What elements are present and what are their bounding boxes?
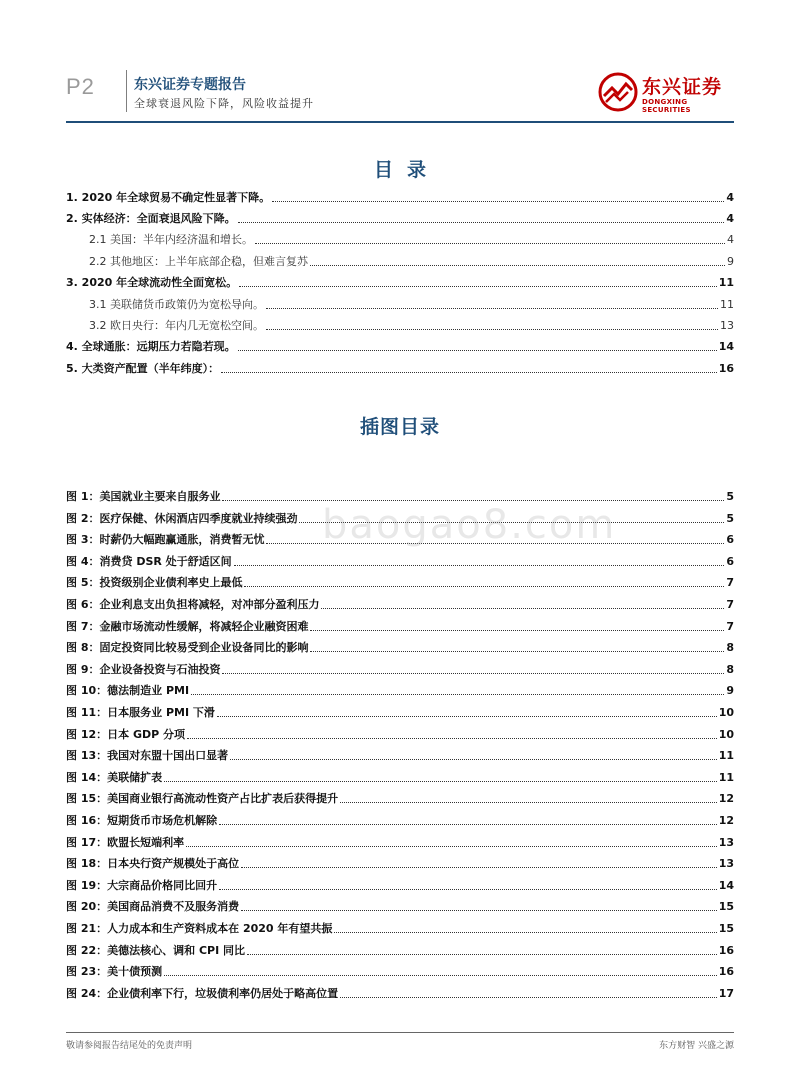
leader-dots bbox=[230, 758, 717, 760]
figure-entry-page: 7 bbox=[726, 598, 734, 611]
figure-entry-page: 10 bbox=[718, 706, 734, 719]
figure-entry-label: 图 4：消费贷 DSR 处于舒适区间 bbox=[66, 555, 232, 568]
dongxing-logo-icon bbox=[598, 72, 638, 112]
leader-dots bbox=[310, 629, 724, 631]
leader-dots bbox=[238, 221, 725, 223]
figure-entry[interactable] bbox=[66, 661, 734, 677]
figure-entry[interactable] bbox=[66, 855, 734, 871]
leader-dots bbox=[321, 607, 724, 609]
figure-entry-page: 15 bbox=[718, 922, 734, 935]
toc-entry-label: 1. 2020 年全球贸易不确定性显著下降。 bbox=[66, 191, 271, 204]
leader-dots bbox=[238, 349, 717, 351]
figure-entry-label: 图 14：美联储扩表 bbox=[66, 771, 163, 784]
figure-entry-label: 图 23：美十债预测 bbox=[66, 965, 163, 978]
figure-entry-page: 17 bbox=[718, 987, 734, 1000]
figure-entry-page: 12 bbox=[718, 814, 734, 827]
figure-entry[interactable] bbox=[66, 704, 734, 720]
leader-dots bbox=[340, 801, 717, 803]
figure-entry-label: 图 2：医疗保健、休闲酒店四季度就业持续强劲 bbox=[66, 512, 298, 525]
toc-entry[interactable] bbox=[66, 210, 734, 226]
figure-entry[interactable] bbox=[66, 898, 734, 914]
figure-entry-label: 图 24：企业债利率下行，垃圾债利率仍居处于略高位置 bbox=[66, 987, 339, 1000]
logo-text-en: DONGXING SECURITIES bbox=[642, 98, 691, 114]
toc-entry-page: 4 bbox=[726, 212, 734, 225]
leader-dots bbox=[217, 715, 717, 717]
toc-entry-page: 13 bbox=[720, 319, 734, 332]
leader-dots bbox=[244, 585, 724, 587]
figure-entry-page: 8 bbox=[726, 663, 734, 676]
figure-entry-label: 图 11：日本服务业 PMI 下滑 bbox=[66, 706, 215, 719]
figure-entry-page: 11 bbox=[718, 771, 734, 784]
figure-entry-page: 16 bbox=[718, 944, 734, 957]
toc-entry-label: 3.1 美联储货币政策仍为宽松导向。 bbox=[89, 298, 264, 311]
figure-entry-page: 14 bbox=[718, 879, 734, 892]
leader-dots bbox=[255, 242, 725, 244]
leader-dots bbox=[241, 866, 717, 868]
leader-dots bbox=[219, 823, 717, 825]
figure-entry[interactable] bbox=[66, 877, 734, 893]
figure-entry[interactable] bbox=[66, 920, 734, 936]
figure-entry-page: 13 bbox=[718, 836, 734, 849]
page-number: P2 bbox=[66, 74, 95, 99]
toc-entry[interactable] bbox=[66, 189, 734, 205]
figure-entry-page: 6 bbox=[726, 555, 734, 568]
figure-entry[interactable] bbox=[66, 834, 734, 850]
figure-entry-page: 15 bbox=[718, 900, 734, 913]
leader-dots bbox=[310, 264, 725, 266]
figure-entry-label: 图 16：短期货币市场危机解除 bbox=[66, 814, 218, 827]
figure-entry[interactable] bbox=[66, 639, 734, 655]
toc-entry-page: 11 bbox=[718, 276, 734, 289]
figure-entry-label: 图 6：企业利息支出负担将减轻，对冲部分盈利压力 bbox=[66, 598, 320, 611]
leader-dots bbox=[266, 328, 718, 330]
toc-entry-page: 9 bbox=[727, 255, 734, 268]
toc-entry-label: 2. 实体经济：全面衰退风险下降。 bbox=[66, 212, 236, 225]
figure-entry-label: 图 18：日本央行资产规模处于高位 bbox=[66, 857, 240, 870]
figure-entry[interactable] bbox=[66, 985, 734, 1001]
leader-dots bbox=[310, 650, 724, 652]
footer-slogan: 东方财智 兴盛之源 bbox=[659, 1041, 734, 1051]
figure-entry[interactable] bbox=[66, 790, 734, 806]
figure-entry[interactable] bbox=[66, 682, 734, 698]
figure-entry[interactable] bbox=[66, 769, 734, 785]
toc-entry[interactable] bbox=[66, 274, 734, 290]
toc-entry[interactable] bbox=[66, 317, 734, 333]
leader-dots bbox=[222, 672, 724, 674]
toc-entry[interactable] bbox=[66, 360, 734, 376]
toc-entry[interactable] bbox=[66, 338, 734, 354]
leader-dots bbox=[222, 499, 724, 501]
toc-entry-label: 5. 大类资产配置（半年纬度）： bbox=[66, 362, 220, 375]
figure-entry[interactable] bbox=[66, 963, 734, 979]
toc-title: 目录 bbox=[373, 159, 440, 181]
figure-entry-page: 5 bbox=[726, 490, 734, 503]
leader-dots bbox=[219, 888, 717, 890]
figure-entry-label: 图 15：美国商业银行高流动性资产占比扩表后获得提升 bbox=[66, 792, 339, 805]
leader-dots bbox=[241, 909, 717, 911]
logo-text-cn: 东兴证券 bbox=[642, 76, 723, 98]
figure-entry-label: 图 1：美国就业主要来自服务业 bbox=[66, 490, 221, 503]
header-divider bbox=[126, 70, 127, 112]
leader-dots bbox=[340, 996, 717, 998]
figure-entry-page: 9 bbox=[726, 684, 734, 697]
figure-entry-label: 图 10：德法制造业 PMI bbox=[66, 684, 190, 697]
leader-dots bbox=[191, 693, 724, 695]
figure-entry-page: 11 bbox=[718, 749, 734, 762]
report-subtitle: 全球衰退风险下降，风险收益提升 bbox=[134, 97, 314, 110]
report-title: 东兴证券专题报告 bbox=[134, 77, 246, 93]
figure-entry-label: 图 19：大宗商品价格同比回升 bbox=[66, 879, 218, 892]
toc-entry[interactable] bbox=[66, 231, 734, 247]
figure-entry[interactable] bbox=[66, 618, 734, 634]
figure-entry-label: 图 3：时薪仍大幅跑赢通胀，消费暂无忧 bbox=[66, 533, 265, 546]
toc-entry-page: 16 bbox=[718, 362, 734, 375]
figure-entry-label: 图 5：投资级别企业债利率史上最低 bbox=[66, 576, 243, 589]
toc-entry-label: 3.2 欧日央行：年内几无宽松空间。 bbox=[89, 319, 264, 332]
figure-entry-label: 图 8：固定投资同比较易受到企业设备同比的影响 bbox=[66, 641, 309, 654]
figure-entry[interactable] bbox=[66, 812, 734, 828]
toc-entry-page: 4 bbox=[726, 191, 734, 204]
figure-entry[interactable] bbox=[66, 747, 734, 763]
figure-entry[interactable] bbox=[66, 726, 734, 742]
leader-dots bbox=[334, 931, 716, 933]
figure-list-title: 插图目录 bbox=[359, 416, 440, 438]
figure-entry-page: 7 bbox=[726, 620, 734, 633]
figure-entry-label: 图 22：美德法核心、调和 CPI 同比 bbox=[66, 944, 246, 957]
toc-entry-page: 11 bbox=[720, 298, 734, 311]
leader-dots bbox=[266, 307, 718, 309]
leader-dots bbox=[239, 285, 717, 287]
figure-entry-page: 7 bbox=[726, 576, 734, 589]
toc-entry-label: 3. 2020 年全球流动性全面宽松。 bbox=[66, 276, 238, 289]
figure-entry-label: 图 20：美国商品消费不及服务消费 bbox=[66, 900, 240, 913]
leader-dots bbox=[187, 737, 717, 739]
toc-entry-page: 4 bbox=[727, 233, 734, 246]
figure-entry[interactable] bbox=[66, 596, 734, 612]
figure-entry[interactable] bbox=[66, 942, 734, 958]
figure-entry[interactable] bbox=[66, 574, 734, 590]
leader-dots bbox=[164, 780, 717, 782]
toc-entry-page: 14 bbox=[718, 340, 734, 353]
figure-entry-label: 图 17：欧盟长短端利率 bbox=[66, 836, 185, 849]
toc-entry[interactable] bbox=[66, 253, 734, 269]
figure-entry-page: 12 bbox=[718, 792, 734, 805]
watermark: baogao8.com bbox=[322, 502, 617, 548]
header-rule bbox=[66, 121, 734, 123]
footer-rule bbox=[66, 1032, 734, 1033]
toc-entry-label: 2.2 其他地区：上半年底部企稳，但难言复苏 bbox=[89, 255, 308, 268]
leader-dots bbox=[272, 200, 724, 202]
figure-entry-page: 16 bbox=[718, 965, 734, 978]
figure-entry-page: 10 bbox=[718, 728, 734, 741]
toc-entry[interactable] bbox=[66, 296, 734, 312]
figure-entry-label: 图 7：金融市场流动性缓解，将减轻企业融资困难 bbox=[66, 620, 309, 633]
company-logo bbox=[598, 70, 734, 114]
leader-dots bbox=[234, 564, 725, 566]
figure-entry-page: 8 bbox=[726, 641, 734, 654]
footer-disclaimer: 敬请参阅报告结尾处的免责声明 bbox=[66, 1041, 193, 1051]
figure-entry-label: 图 13：我国对东盟十国出口显著 bbox=[66, 749, 229, 762]
toc-entry-label: 2.1 美国：半年内经济温和增长。 bbox=[89, 233, 253, 246]
figure-entry-label: 图 12：日本 GDP 分项 bbox=[66, 728, 186, 741]
figure-entry-page: 5 bbox=[726, 512, 734, 525]
figure-entry-page: 6 bbox=[726, 533, 734, 546]
figure-entry-page: 13 bbox=[718, 857, 734, 870]
figure-entry-label: 图 9：企业设备投资与石油投资 bbox=[66, 663, 221, 676]
leader-dots bbox=[164, 974, 717, 976]
leader-dots bbox=[186, 845, 717, 847]
page-header bbox=[66, 68, 734, 120]
leader-dots bbox=[221, 371, 717, 373]
toc-entry-label: 4. 全球通胀：远期压力若隐若现。 bbox=[66, 340, 236, 353]
figure-entry[interactable] bbox=[66, 553, 734, 569]
figure-entry-label: 图 21：人力成本和生产资料成本在 2020 年有望共振 bbox=[66, 922, 333, 935]
leader-dots bbox=[247, 953, 717, 955]
